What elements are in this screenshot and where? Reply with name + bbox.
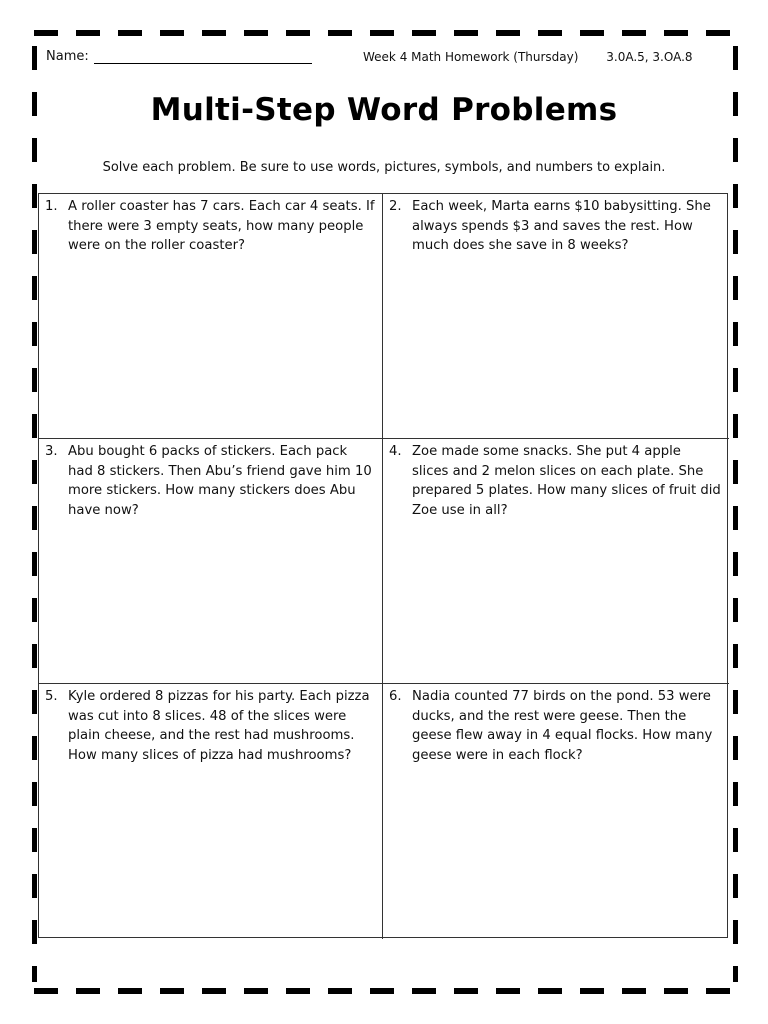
- problem-text: A roller coaster has 7 cars. Each car 4 seats. If there were 3 empty seats, how many people were on the roller coaster?: [68, 199, 375, 253]
- problem-box-4: [383, 439, 729, 684]
- name-label: Name:: [46, 49, 89, 64]
- name-field: [46, 49, 312, 64]
- problem-number: 2.: [389, 199, 402, 214]
- problem-number: 3.: [45, 444, 58, 459]
- page-border-left: [32, 46, 37, 982]
- problem-text: Zoe made some snacks. She put 4 apple slices and 2 melon slices on each plate. She prepared 5 plates. How many slices of fruit did Zoe use in all?: [412, 444, 721, 518]
- page-border-right: [733, 46, 738, 982]
- problem-number: 6.: [389, 689, 402, 704]
- problem-box-6: [383, 684, 729, 939]
- problem-box-2: [383, 194, 729, 439]
- problem-box-3: [39, 439, 383, 684]
- problem-number: 1.: [45, 199, 58, 214]
- problem-text: Kyle ordered 8 pizzas for his party. Each pizza was cut into 8 slices. 48 of the slices were plain cheese, and the rest had mushrooms. How many slices of pizza had mushrooms?: [68, 689, 370, 763]
- problem-text: Abu bought 6 packs of stickers. Each pack had 8 stickers. Then Abu’s friend gave him 10 more stickers. How many stickers does Abu have now?: [68, 444, 372, 518]
- problem-number: 5.: [45, 689, 58, 704]
- instructions: Solve each problem. Be sure to use words, pictures, symbols, and numbers to explain.: [102, 160, 666, 175]
- assignment-title: Week 4 Math Homework (Thursday): [363, 50, 579, 64]
- problem-grid: [38, 193, 728, 938]
- problem-number: 4.: [389, 444, 402, 459]
- name-blank-line: [94, 51, 312, 64]
- standards-label: 3.0A.5, 3.OA.8: [606, 50, 693, 64]
- problem-box-1: [39, 194, 383, 439]
- page-border-bottom: [34, 988, 738, 994]
- problem-text: Nadia counted 77 birds on the pond. 53 were ducks, and the rest were geese. Then the geese flew away in 4 equal flocks. How many geese were in each flock?: [412, 689, 713, 763]
- page-border-top: [34, 30, 738, 36]
- page-title: Multi-Step Word Problems: [150, 92, 618, 128]
- assignment-header: [363, 50, 693, 64]
- problem-text: Each week, Marta earns $10 babysitting. She always spends $3 and saves the rest. How much does she save in 8 weeks?: [412, 199, 711, 253]
- problem-box-5: [39, 684, 383, 939]
